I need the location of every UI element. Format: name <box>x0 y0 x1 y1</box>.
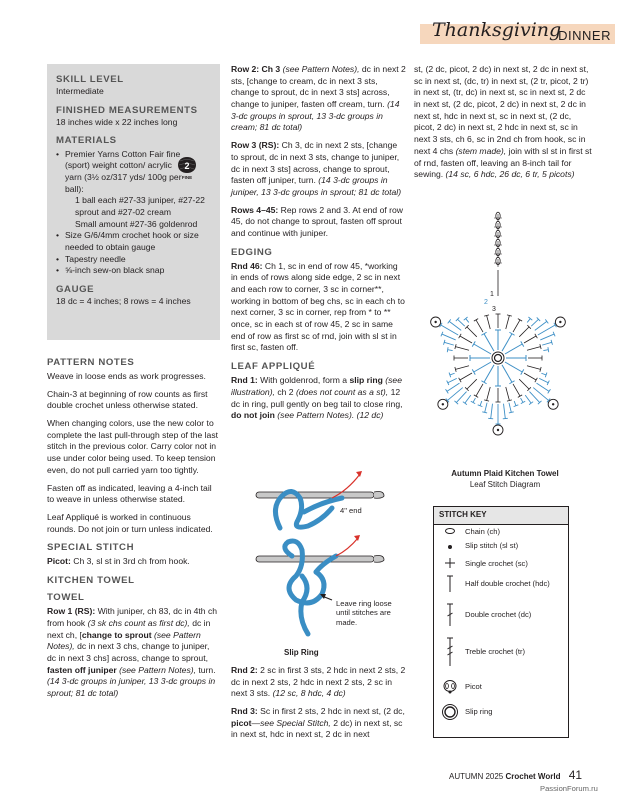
header-script-title: Thanksgiving <box>432 19 562 41</box>
material-item: • Size G/6/4mm crochet hook or size needed to obtain gauge <box>56 230 213 253</box>
round-3-stitch <box>480 401 482 406</box>
stitch-key: STITCH KEY Chain (ch) Slip stitch (sl st) Single crochet (sc) Half double crochet (hdc) Double crochet (dc) Treble crochet (tr) Picot Slip ring <box>433 506 569 738</box>
slip-stitch-icon <box>445 541 455 551</box>
round-1-dc-stitch <box>502 365 512 382</box>
round-3-stitch <box>449 321 461 330</box>
slip-ring-icon <box>441 703 459 721</box>
leaf-stitch-diagram <box>410 208 600 466</box>
round-3-stitch <box>444 342 454 345</box>
double-crochet-icon <box>444 603 456 627</box>
rows-4-45-instructions: Rows 4–45: Rep rows 2 and 3. At end of row 45, do not change to sprout, fasten off sprout and continue with juniper. <box>231 204 403 238</box>
tail-length-note: 4" end <box>340 506 362 515</box>
yarn-weight-label: FINE <box>181 175 193 180</box>
round-2-stitch <box>519 379 529 389</box>
round-3-stitch <box>527 319 530 323</box>
note-paragraph: When changing colors, use the new color to complete the last pull-through step of the last stitch in the previous color. Carry color not in use under color being used. To keep tension even, do not pull carried yarn too tightly. <box>47 418 219 475</box>
round-3-stitch <box>491 404 493 419</box>
crochet-hook-top <box>256 492 374 498</box>
watermark: PassionForum.ru <box>540 784 598 793</box>
round-3-stitch <box>543 350 548 351</box>
round-2-stitch <box>455 366 469 370</box>
yarn-sub-item: Small amount #27-36 goldenrod <box>75 218 198 229</box>
round-3-stitch <box>458 319 465 326</box>
material-item: • ⅝-inch sew-on black snap <box>56 265 213 277</box>
round-2-stitch <box>506 387 510 401</box>
round-2-stitch <box>506 315 510 329</box>
finished-measurements-heading: FINISHED MEASUREMENTS <box>56 104 198 116</box>
round-2-stitch <box>467 379 477 389</box>
finished-measurements: 18 inches wide x 22 inches long <box>56 116 178 127</box>
round-1-dc-stitch <box>474 344 491 354</box>
round-3-stitch <box>541 373 546 375</box>
stitch-key-title: STITCH KEY <box>434 507 568 525</box>
round-3-stitch <box>456 392 466 403</box>
yarn-weight-number: 2 <box>184 161 190 171</box>
round-3-stitch <box>540 334 554 340</box>
slip-ring-caption: Slip Ring <box>284 648 319 657</box>
round-3-stitch <box>542 342 552 345</box>
row-2-instructions: Row 2: Ch 3 (see Pattern Notes), dc in next 2 sts, [change to cream, dc in next 3 sts, change to sprout, dc in next 3 sts] across, change to juniper, fasten off cream, turn. (14 3-dc groups in sprout, 13 3-dc groups in cream; 81 dc total) <box>231 64 406 133</box>
page-footer <box>449 767 582 783</box>
round-2-stitch <box>527 366 541 370</box>
round-2-stitch <box>460 373 472 380</box>
treble-crochet-icon <box>444 637 456 667</box>
round-2-stitch <box>487 387 491 401</box>
stem-sc-mark <box>494 259 502 267</box>
materials-box <box>47 64 220 340</box>
round-3-stitch <box>531 319 538 326</box>
diagram-round-label: 1 <box>490 291 494 298</box>
note-paragraph: Fasten off as indicated, leaving a 4-inch tail to weave in unless otherwise stated. <box>47 482 212 505</box>
round-3-stitch <box>525 395 531 403</box>
column-2 <box>231 64 406 428</box>
round-1-dc-stitch <box>502 334 512 351</box>
round-2-stitch <box>467 327 477 337</box>
round-3-stitch <box>465 395 471 403</box>
round-3-stitch <box>535 321 547 330</box>
picot-definition: Picot: Ch 3, sl st in 3rd ch from hook. <box>47 556 190 567</box>
round-2-stitch <box>524 336 536 343</box>
diagram-body <box>431 314 566 435</box>
diagram-stem <box>494 212 502 296</box>
round-3-stitch <box>509 403 511 413</box>
row-1-instructions: Row 1 (RS): With juniper, ch 83, dc in 4th ch from hook (3 sk chs count as first dc), dc in next ch, [change to sprout (see Pattern Notes), dc in next 3 chs, change to juniper, dc in next 3 chs] across, change to sprout, fasten off juniper (see Pattern Notes), turn. (14 3-dc groups in juniper, 13 3-dc groups in sprout; 81 dc total) <box>47 606 218 698</box>
skill-level-heading: SKILL LEVEL <box>56 74 124 85</box>
towel-heading: TOWEL <box>47 592 85 604</box>
yarn-weight-icon <box>176 156 198 180</box>
leaf-applique-heading: LEAF APPLIQUÉ <box>231 361 316 373</box>
round-2-stitch <box>519 327 529 337</box>
skill-level: Intermediate <box>56 86 104 97</box>
single-crochet-icon <box>444 557 456 569</box>
column-1 <box>47 352 220 706</box>
round-2-stitch <box>527 347 541 351</box>
material-item: • Tapestry needle <box>56 254 213 266</box>
red-arrow-bottom <box>336 538 358 556</box>
rnd-46-instructions: Rnd 46: Ch 1, sc in end of row 45, *working in ends of rows along side edge, 2 sc in next and each row to corner, 3 sc in corner**, working in bottom of beg chs, sc in each ch to next corner, 3 sc in corner, rep from * to ** once, sc in each st of row 45, 2 sc in same end of row as first sc of rnd, join with sl st in first sc, fasten off. <box>231 260 405 353</box>
round-3-stitch <box>521 398 523 402</box>
diagram-round-label: 3 <box>492 306 496 313</box>
chain-icon <box>444 527 456 535</box>
issue-label: AUTUMN 2025 <box>449 772 504 781</box>
materials-heading: MATERIALS <box>56 135 117 147</box>
magazine-name: Crochet World <box>505 772 561 781</box>
edging-heading: EDGING <box>231 246 273 258</box>
gauge-heading: GAUGE <box>56 284 95 296</box>
round-1-dc-stitch <box>484 365 494 382</box>
round-2-stitch <box>524 373 536 380</box>
round-1-dc-stitch <box>474 362 491 372</box>
material-item: • Premier Yarns Cotton Fair fine (sport) weight cotton/ acrylic yarn (3½ oz/317 yds/ 100g per ball): 1 ball each #27-33 juniper, #27-22 sprout and #27-02 cream Small amount #27-36 goldenrod <box>56 149 213 231</box>
center-slip-ring <box>492 352 504 364</box>
diagram-caption <box>420 469 590 491</box>
round-3-stitch <box>539 378 548 382</box>
stem-sc-mark <box>494 250 502 258</box>
rnd-3-continued: st, (2 dc, picot, 2 dc) in next st, 2 dc in next st, sc in next st, (dc, tr) in next st, (2 tr, picot, 2 tr) in next st, (tr, dc) in next st, sc in next st, 2 dc in next st, (2 dc, picot, 2 dc) in next st, 2 dc in next st, hdc in next st, sc in next st, (2 dc, picot, 2 dc) in next st, 2 hdc in next st, sc in next 3 sts, ch 6, sc in 2nd ch from hook, sc in next 4 chs (stem made), join with sl st in first st of rnd, fasten off, leaving an 8-inch tail for sewing. (14 sc, 6 hdc, 26 dc, 6 tr, 5 picots) <box>414 64 592 180</box>
round-2-stitch <box>460 336 472 343</box>
round-3-stitch <box>504 404 506 419</box>
round-2-stitch <box>513 384 520 396</box>
round-3-stitch <box>450 373 455 375</box>
round-2-stitch <box>476 384 483 396</box>
header-section: DINNER <box>558 28 611 43</box>
note-paragraph: Leaf Appliqué is worked in continuous rounds. Do not join or turn unless indicated. <box>47 511 213 534</box>
round-3-stitch <box>448 378 457 382</box>
round-2-stitch <box>455 347 469 351</box>
diagram-title: Autumn Plaid Kitchen Towel <box>451 469 559 478</box>
round-3-stitch <box>529 392 539 403</box>
note-paragraph: Weave in loose ends as work progresses. <box>47 371 206 382</box>
round-3-stitch <box>485 403 487 413</box>
round-1-dc-stitch <box>505 362 522 372</box>
round-3-stitch <box>514 401 516 406</box>
column-2-continued <box>231 665 406 747</box>
picot-icon <box>442 679 458 695</box>
ring-loose-note: Leave ring loose until stitches are made. <box>336 599 392 627</box>
gauge: 18 dc = 4 inches; 8 rows = 4 inches <box>56 296 191 307</box>
round-2-stitch <box>487 315 491 329</box>
note-paragraph: Chain-3 at beginning of row counts as first double crochet unless otherwise stated. <box>47 388 208 411</box>
round-3-stitch <box>466 319 469 323</box>
pattern-notes-heading: PATTERN NOTES <box>47 357 135 368</box>
page-number: 41 <box>568 768 583 782</box>
column-3 <box>414 64 594 187</box>
round-1-dc-stitch <box>505 344 522 354</box>
half-double-crochet-icon <box>444 575 456 593</box>
round-1-dc-stitch <box>484 334 494 351</box>
crochet-hook-bottom <box>256 556 374 562</box>
page-header <box>420 18 615 46</box>
round-3-stitch <box>473 398 475 402</box>
round-2-stitch <box>513 320 520 332</box>
row-3-instructions: Row 3 (RS): Ch 3, dc in next 2 sts, [change to sprout, dc in next 3 sts, change to juniper, dc in next 3 sts] across, change to sprout, fasten off juniper, turn. (14 3-dc groups in juniper, 13 3-dc groups in sprout; 81 dc total) <box>231 140 402 197</box>
diagram-subtitle: Leaf Stitch Diagram <box>469 479 541 489</box>
yarn-sub-item: 1 ball each #27-33 juniper, #27-22 sprout and #27-02 cream <box>75 195 205 217</box>
rnd-1-instructions: Rnd 1: With goldenrod, form a slip ring (see illustration), ch 2 (does not count as a st), 12 dc in ring, pull gently on beg tail to close ring, do not join (see Pattern Notes). (12 dc) <box>231 375 403 421</box>
kitchen-towel-heading: KITCHEN TOWEL <box>47 575 135 587</box>
rnd-3-instructions: Rnd 3: Sc in first 2 sts, 2 hdc in next st, (2 dc, picot—see Special Stitch, 2 dc) in next st, sc in next st, hdc in next st, 2 dc in next <box>231 706 405 740</box>
round-3-stitch <box>448 350 453 351</box>
rnd-2-instructions: Rnd 2: 2 sc in first 3 sts, 2 hdc in next 2 sts, 2 dc in next 2 sts, 2 hdc in next 2 sts, 2 sc in next 3 sts. (12 sc, 8 hdc, 4 dc) <box>231 665 406 699</box>
diagram-round-label: 2 <box>484 299 488 306</box>
special-stitch-heading: SPECIAL STITCH <box>47 542 135 554</box>
round-2-stitch <box>476 320 483 332</box>
round-3-stitch <box>442 334 456 340</box>
